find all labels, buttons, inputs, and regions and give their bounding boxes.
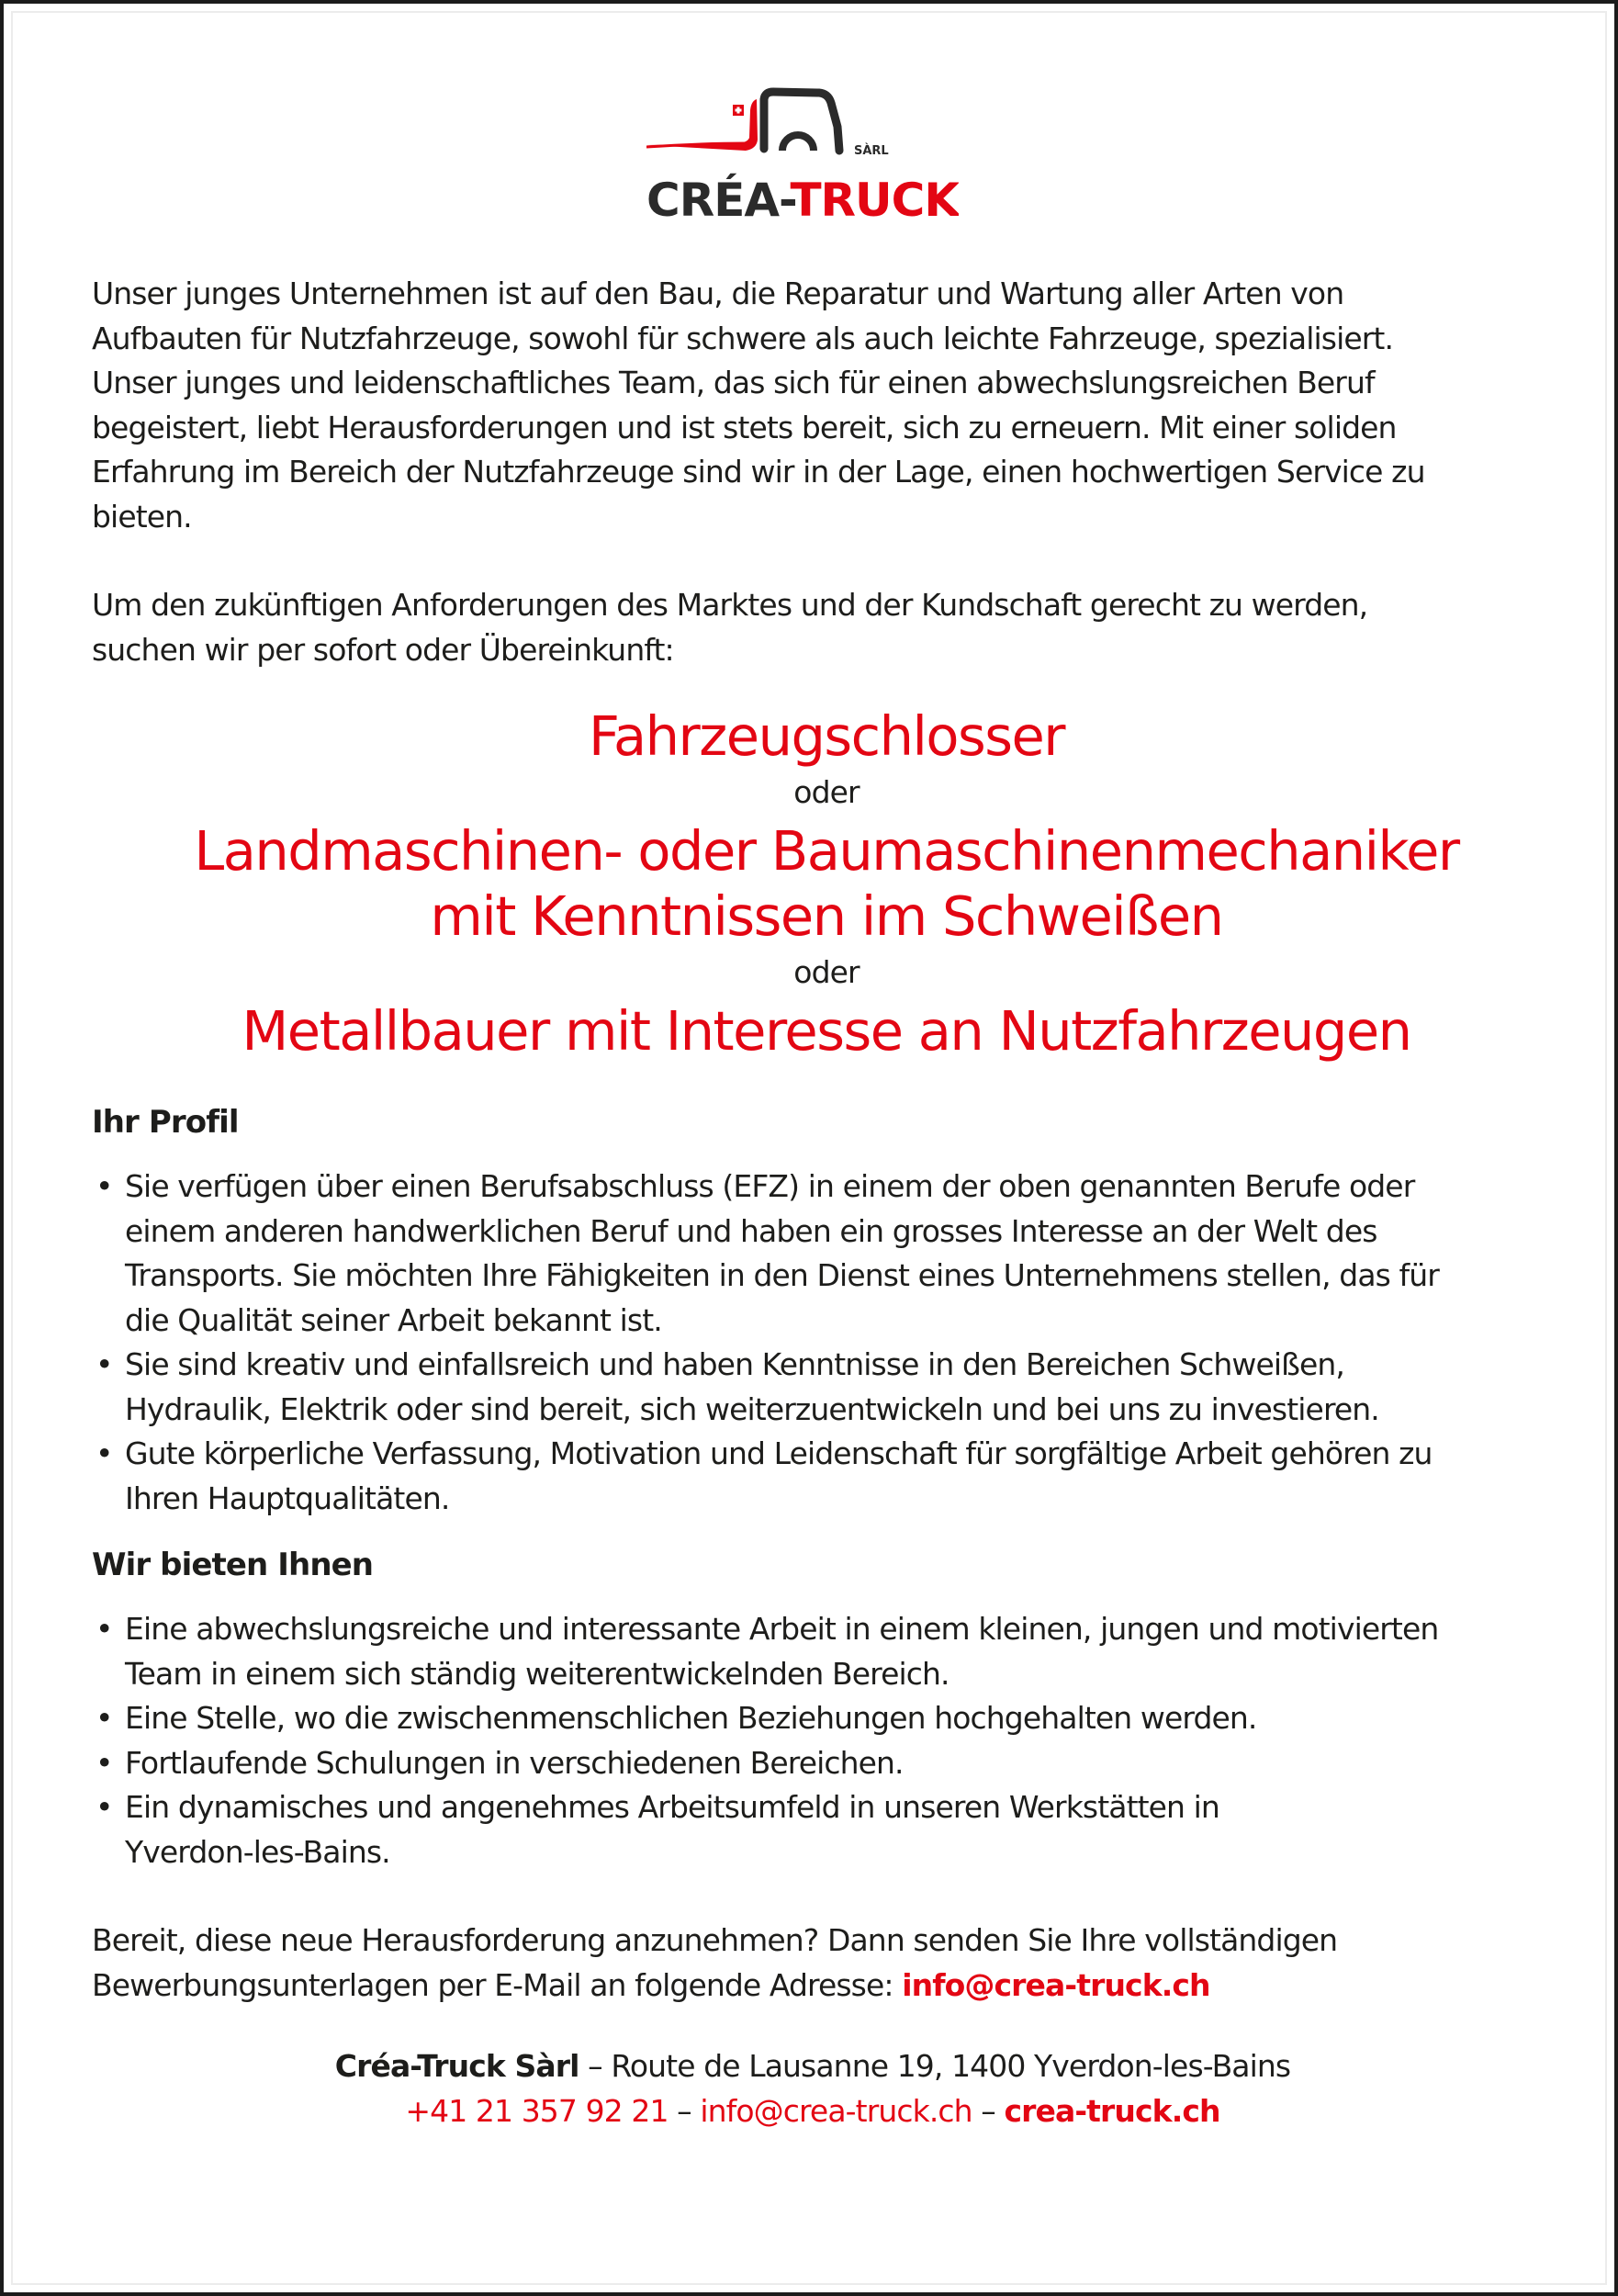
- bullet-icon: •: [96, 1611, 113, 1647]
- profile-list: [92, 1165, 1561, 1521]
- bullet-icon: •: [96, 1789, 113, 1825]
- footer-email-link[interactable]: info@crea-truck.ch: [700, 2092, 972, 2129]
- profile-item: • Gute körperliche Verfassung, Motivation und Leidenschaft für sorgfältige Arbeit gehören zu Ihren Hauptqualitäten.: [92, 1432, 1561, 1521]
- bullet-icon: •: [96, 1700, 113, 1736]
- offer-list: [92, 1607, 1561, 1874]
- footer-contact-line: +41 21 357 92 21 – info@crea-truck.ch – crea-truck.ch: [405, 2092, 1220, 2129]
- bullet-icon: •: [96, 1744, 113, 1781]
- profile-item: • Sie sind kreativ und einfallsreich und haben Kenntnisse in den Bereichen Schweißen, Hydraulik, Elektrik oder sind bereit, sich weiterzuentwickeln und bei uns zu investieren.: [92, 1343, 1561, 1432]
- profile-item: • Sie verfügen über einen Berufsabschluss (EFZ) in einem der oben genannten Berufe oder einem anderen handwerklichen Beruf und haben ein grosses Interesse an der Welt des Transports. Sie möchten Ihre Fähigkeiten in den Dienst eines Unternehmens stellen, das für die Qualität seiner Arbeit bekannt ist.: [92, 1165, 1561, 1343]
- footer-contact: [92, 2044, 1534, 2133]
- intro-line: Unser junges Unternehmen ist auf den Bau, die Reparatur und Wartung aller Arten von: [92, 276, 1344, 311]
- svg-text:CRÉA-TRUCK: [646, 173, 959, 227]
- truck-cab-icon: [764, 92, 839, 151]
- offer-item: • Fortlaufende Schulungen in verschiedenen Bereichen.: [92, 1741, 1561, 1786]
- intro-line: Aufbauten für Nutzfahrzeuge, sowohl für schwere als auch leichte Fahrzeuge, spezialisiert.: [92, 320, 1394, 356]
- intro-line: suchen wir per sofort oder Übereinkunft:: [92, 631, 674, 668]
- truck-wheel-icon: [782, 135, 814, 151]
- bullet-icon: •: [96, 1435, 113, 1471]
- intro-line: bieten.: [92, 498, 192, 535]
- offer-item: • Eine Stelle, wo die zwischenmenschlichen Beziehungen hochgehalten werden.: [92, 1696, 1561, 1741]
- offer-item: • Eine abwechslungsreiche und interessante Arbeit in einem kleinen, jungen und motivierten Team in einem sich ständig weiterentwickelnden Bereich.: [92, 1607, 1561, 1696]
- profile-heading: Ihr Profil: [92, 1104, 239, 1141]
- footer-company: Créa-Truck Sàrl: [334, 2048, 579, 2084]
- intro-line: Erfahrung im Bereich der Nutzfahrzeuge sind wir in der Lage, einen hochwertigen Service zu: [92, 454, 1425, 490]
- advert-content: [92, 272, 1561, 2133]
- footer-address-line: Créa-Truck Sàrl – Route de Lausanne 19, 1400 Yverdon-les-Bains: [334, 2048, 1291, 2084]
- intro-line: begeistert, liebt Herausforderungen und ist stets bereit, sich zu erneuern. Mit einer soliden: [92, 409, 1397, 445]
- intro-paragraph-2: [92, 583, 1561, 672]
- intro-line: Unser junges und leidenschaftliches Team, das sich für einen abwechslungsreichen Beruf: [92, 365, 1375, 400]
- footer-address: Route de Lausanne 19, 1400 Yverdon-les-Bains: [611, 2048, 1291, 2084]
- crea-truck-logo: [646, 83, 959, 230]
- footer-phone-link[interactable]: +41 21 357 92 21: [405, 2092, 669, 2129]
- intro-paragraph-1: [92, 272, 1561, 539]
- positions-block: [4, 703, 1561, 1064]
- position-title-2-line-1: Landmaschinen- oder Baumaschinenmechaniker: [194, 819, 1459, 883]
- or-separator: oder: [793, 774, 860, 810]
- logo-name-part1: CRÉA-: [646, 174, 791, 227]
- footer-website-link[interactable]: crea-truck.ch: [1004, 2092, 1220, 2129]
- bullet-icon: •: [96, 1168, 113, 1204]
- intro-line: Um den zukünftigen Anforderungen des Marktes und der Kundschaft gerecht zu werden,: [92, 587, 1368, 623]
- closing-line: Bereit, diese neue Herausforderung anzunehmen? Dann senden Sie Ihre vollständigen: [92, 1922, 1338, 1958]
- bullet-icon: •: [96, 1346, 113, 1382]
- logo-suffix: SÀRL: [854, 144, 889, 158]
- position-title-1: Fahrzeugschlosser: [588, 704, 1065, 768]
- or-separator: oder: [793, 954, 860, 990]
- logo-name-part2: TRUCK: [790, 174, 959, 227]
- position-title-3: Metallbauer mit Interesse an Nutzfahrzeugen: [242, 999, 1411, 1063]
- offer-heading: Wir bieten Ihnen: [92, 1547, 374, 1583]
- position-title-2-line-2: mit Kenntnissen im Schweißen: [430, 884, 1223, 948]
- closing-paragraph: [92, 1919, 1561, 2008]
- closing-line: Bewerbungsunterlagen per E-Mail an folgende Adresse: info@crea-truck.ch: [92, 1966, 1210, 2003]
- offer-item: • Ein dynamisches und angenehmes Arbeitsumfeld in unseren Werkstätten in Yverdon-les-Bains.: [92, 1785, 1561, 1874]
- swiss-flag-icon: [733, 105, 744, 116]
- application-email-link[interactable]: info@crea-truck.ch: [902, 1966, 1210, 2003]
